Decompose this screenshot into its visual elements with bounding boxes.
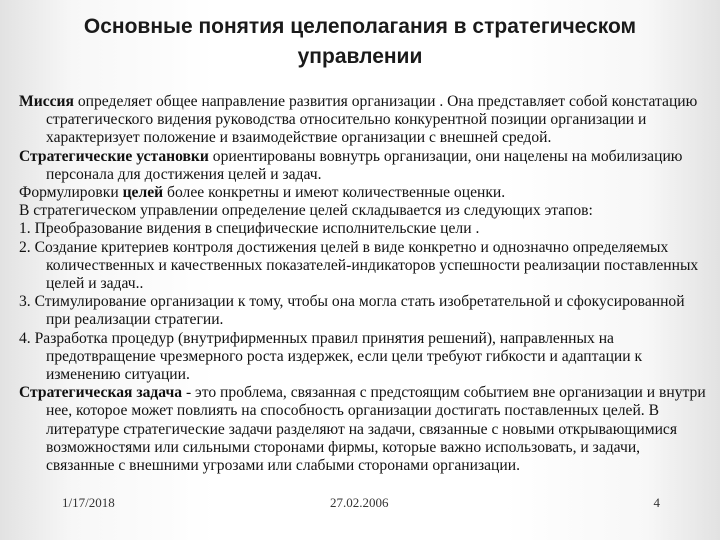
term-mission: Миссия	[19, 93, 74, 110]
goals-text: более конкретны и имеют количественные оценки.	[163, 184, 506, 202]
paragraph-strategic-settings	[19, 148, 711, 184]
mission-text: определяет общее направление развития организации . Она представляет собой констатацию стратегического видения руководства относительно конкурентной позиции организации и характеризует положение и взаимодействие организации с внешней средой.	[46, 93, 698, 147]
stages-intro-text: В стратегическом управлении определение целей складывается из следующих этапов:	[19, 202, 593, 220]
goals-prefix: Формулировки	[19, 184, 123, 202]
footer-page-number: 4	[653, 495, 660, 510]
paragraph-stage-1	[19, 220, 711, 238]
strategic-task-text: - это проблема, связанная с предстоящим событием вне организации и внутри нее, которое может повлиять на способность организации достигать поставленных целей. В литературе стратегические задачи разделяют на задачи, связанные с новыми открывающимися возможностями или сильными сторонами фирмы, которые важно использовать, и задачи, связанные с внешними угрозами или слабыми сторонами организации.	[46, 384, 706, 475]
paragraph-stage-3	[19, 293, 711, 329]
strategic-settings-text: ориентированы вовнутрь организации, они нацелены на мобилизацию персонала для достижения целей и задач.	[46, 147, 683, 183]
stage-4-text: 4. Разработка процедур (внутрифирменных правил принятия решений), направленных на предотвращение чрезмерного роста издержек, если цели требуют гибкости и адаптации к изменению ситуации.	[19, 329, 643, 384]
term-goals: целей	[122, 184, 164, 202]
paragraph-stage-2	[19, 239, 711, 294]
paragraph-goals	[19, 184, 711, 202]
stage-3-text: 3. Стимулирование организации к тому, чтобы она могла стать изобретательной и сфокусированной при реализации стратегии.	[19, 293, 685, 329]
slide-title: Основные понятия целеполагания в стратегическом управлении	[83, 15, 637, 68]
term-strategic-settings: Стратегические установки	[19, 147, 209, 165]
paragraph-stages-intro	[19, 202, 711, 220]
paragraph-stage-4	[19, 330, 711, 385]
paragraph-mission	[19, 93, 711, 148]
term-strategic-task: Стратегическая задача	[19, 384, 183, 402]
stage-1-text: 1. Преобразование видения в специфические исполнительские цели .	[19, 220, 480, 238]
stage-2-text: 2. Создание критериев контроля достижения целей в виде конкретно и однозначно определяемых количественных и качественных показателей-индикаторов успешности реализации поставленных целей и задач..	[19, 238, 699, 293]
paragraph-strategic-task	[19, 384, 711, 475]
slide-body	[19, 93, 711, 475]
footer-center-date: 27.02.2006	[330, 495, 389, 510]
footer-date: 1/17/2018	[62, 495, 115, 510]
